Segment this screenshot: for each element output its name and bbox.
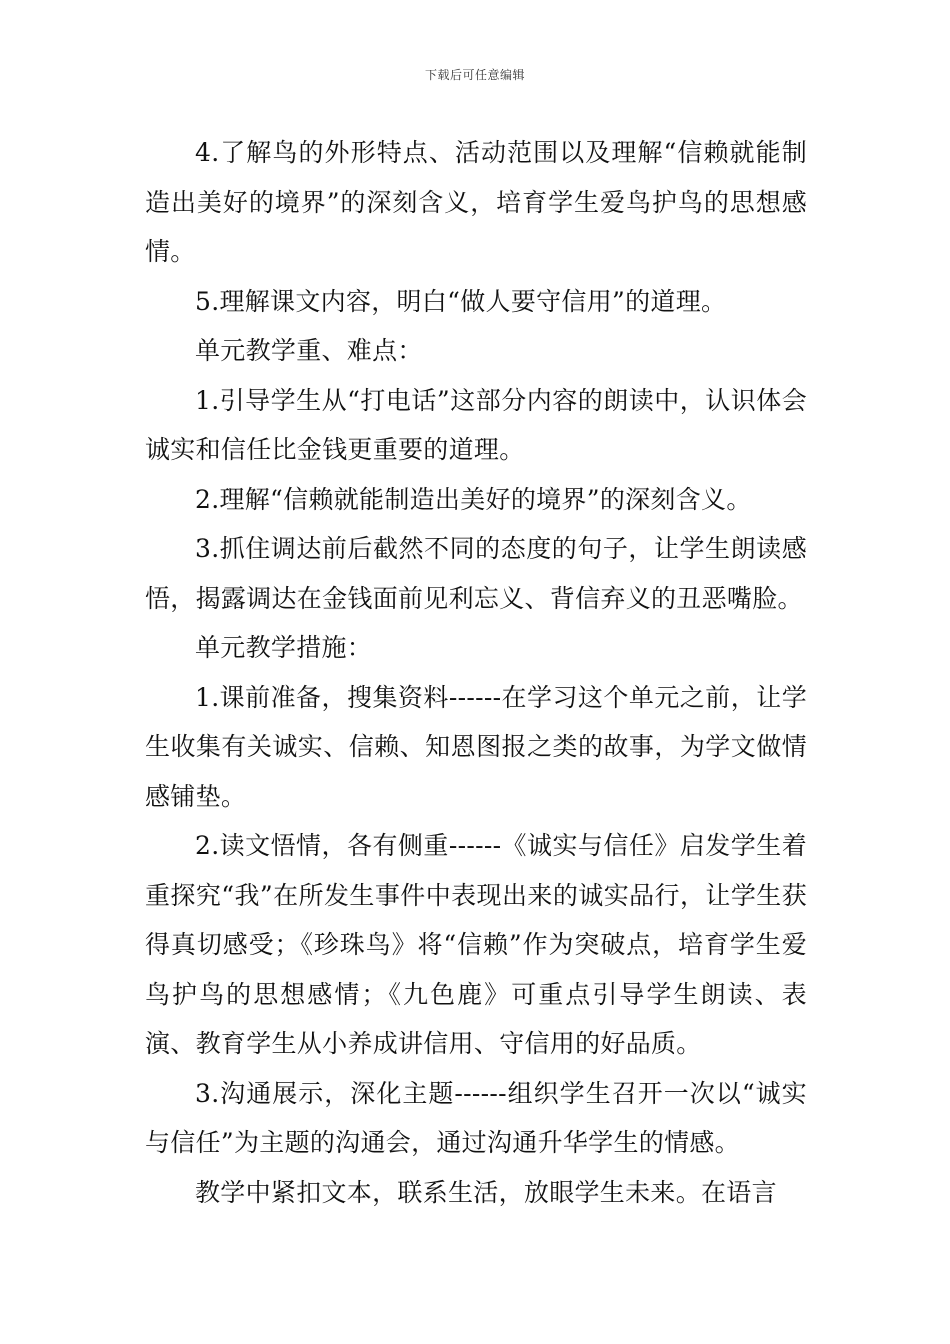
paragraph-measure-3: 3.沟通展示，深化主题------组织学生召开一次以“诚实与信任”为主题的沟通会，通过沟通升华学生的情感。 <box>145 1078 807 1157</box>
paragraph-key-point-2: 2.理解“信赖就能制造出美好的境界”的深刻含义。 <box>195 484 752 514</box>
section-heading-key-points: 单元教学重、难点： <box>195 336 423 365</box>
paragraph-measure-2: 2.读文悟情，各有侧重------《诚实与信任》启发学生着重探究“我”在所发生事件中表现出来的诚实品行，让学生获得真切感受；《珍珠鸟》将“信赖”作为突破点，培育学生爱鸟护鸟的思想感情；《九色鹿》可重点引导学生朗读、表演、教育学生从小养成讲信用、守信用的好品质。 <box>145 831 807 1058</box>
paragraph-key-point-3: 3.抓住调达前后截然不同的态度的句子，让学生朗读感悟，揭露调达在金钱面前见利忘义、背信弃义的丑恶嘴脸。 <box>145 534 807 613</box>
paragraph-measure-1: 1.课前准备，搜集资料------在学习这个单元之前，让学生收集有关诚实、信赖、知恩图报之类的故事，为学文做情感铺垫。 <box>145 682 807 811</box>
paragraph-teaching-note: 教学中紧扣文本，联系生活，放眼学生未来。在语言 <box>195 1177 777 1207</box>
document-body <box>145 128 807 1217</box>
paragraph-objective-5: 5.理解课文内容，明白“做人要守信用”的道理。 <box>195 286 727 316</box>
paragraph-objective-4: 4.了解鸟的外形特点、活动范围以及理解“信赖就能制造出美好的境界”的深刻含义，培育学生爱鸟护鸟的思想感情。 <box>145 138 807 266</box>
paragraph-key-point-1: 1.引导学生从“打电话”这部分内容的朗读中，认识体会诚实和信任比金钱更重要的道理。 <box>145 385 807 464</box>
page-header: 下载后可任意编辑 <box>424 68 525 82</box>
section-heading-measures: 单元教学措施： <box>195 633 373 662</box>
